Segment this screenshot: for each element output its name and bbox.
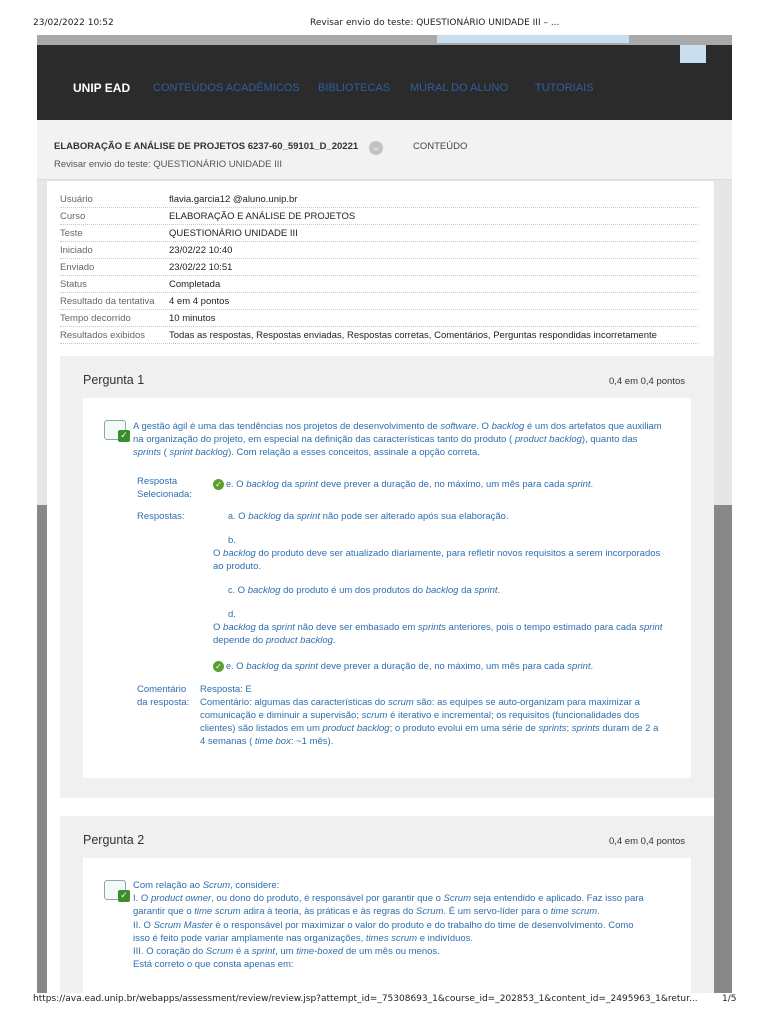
summary-label: Status	[60, 279, 87, 290]
summary-value: Todas as respostas, Respostas enviadas, Respostas corretas, Comentários, Perguntas respondidas incorretamente	[169, 330, 657, 341]
question-title: Pergunta 2	[83, 833, 145, 847]
review-content	[47, 181, 714, 993]
summary-value: 10 minutos	[169, 313, 216, 324]
summary-row	[60, 310, 698, 327]
page-title: Revisar envio do teste: QUESTIONÁRIO UNIDADE III	[54, 159, 283, 170]
graded-correct-icon: ✓	[104, 420, 130, 444]
summary-row	[60, 242, 698, 259]
summary-value: QUESTIONÁRIO UNIDADE III	[169, 228, 298, 239]
print-footer	[0, 994, 768, 1010]
answers-label: Respostas:	[137, 511, 185, 522]
summary-label: Resultado da tentativa	[60, 296, 155, 307]
side-shade-left	[37, 505, 47, 993]
answer-option-d-letter: d.	[228, 609, 236, 620]
answer-option-e: ✓ e. O backlog da sprint deve prever a duração de, no máximo, um mês para cada sprint.	[213, 660, 683, 673]
check-circle-icon: ✓	[213, 661, 224, 672]
summary-label: Iniciado	[60, 245, 93, 256]
answer-option-a: a. O backlog da sprint não pode ser alterado após sua elaboração.	[228, 511, 509, 522]
top-strip	[37, 35, 732, 45]
comment-label: Comentário da resposta:	[137, 684, 190, 708]
summary-label: Usuário	[60, 194, 93, 205]
answer-option-b: O backlog do produto deve ser atualizado diariamente, para refletir novos requisitos a serem incorporados ao produto.	[213, 548, 661, 572]
question-card	[83, 858, 691, 993]
summary-row	[60, 259, 698, 276]
side-shade-right	[714, 505, 732, 993]
selected-answer-label: Resposta Selecionada:	[137, 476, 192, 500]
summary-label: Enviado	[60, 262, 95, 273]
graded-correct-icon: ✓	[104, 880, 130, 904]
summary-row	[60, 225, 698, 242]
summary-value: Completada	[169, 279, 221, 290]
check-circle-icon: ✓	[213, 479, 224, 490]
summary-label: Teste	[60, 228, 83, 239]
question-2-panel	[60, 816, 714, 993]
question-score: 0,4 em 0,4 pontos	[608, 836, 685, 847]
top-strip-accent	[437, 35, 629, 43]
selected-answer: ✓ e. O backlog da sprint deve prever a duração de, no máximo, um mês para cada sprint.	[213, 478, 683, 491]
nav-item-tutoriais[interactable]: TUTORIAIS	[535, 82, 594, 94]
summary-row	[60, 293, 698, 310]
summary-label: Resultados exibidos	[60, 330, 146, 341]
answer-comment: Resposta: E Comentário: algumas das características do scrum são: as equipes se auto-organizam para maximizar a comunicação e diminuir a supervisão; scrum é iterativo e incremental; os requisitos (funcionalidades dos clientes) são listados em um product backlog; o produto evolui em uma série de sprints; sprints duram de 2 a 4 semanas ( time box: ~1 mês).	[200, 684, 659, 747]
attempt-summary-table	[60, 191, 698, 344]
summary-value: ELABORAÇÃO E ANÁLISE DE PROJETOS	[169, 211, 356, 222]
summary-row	[60, 208, 698, 225]
print-datetime: 23/02/2022 10:52	[33, 18, 114, 28]
question-text: Com relação ao Scrum, considere: I. O product owner, ou dono do produto, é responsável por garantir que o Scrum seja entendido e aplicado. Faz isso para garantir que o time scrum adira à teoria, às práticas e às regras do Scrum. É um servo-líder para o time scrum. II. O Scrum Master é o responsável por maximizar o valor do produto e do trabalho do time de desenvolvimento. Como isso é feito pode variar amplamente nas organizações, times scrum e indivíduos. III. O coração do Scrum é a sprint, um time-boxed de um mês ou menos. Está correto o que consta apenas em:	[133, 880, 644, 971]
question-text: A gestão ágil é uma das tendências nos projetos de desenvolvimento de software. O backlog é um dos artefatos que auxiliam na organização do projeto, em especial na definição das características tanto do produto ( product backlog), quanto das sprints ( sprint backlog). Com relação a esses conceitos, assinale a opção correta.	[133, 421, 662, 459]
question-text-prefix: Com relação ao	[133, 880, 201, 891]
nav-item-bibliotecas[interactable]: BIBLIOTECAS	[318, 82, 391, 94]
print-doc-title: Revisar envio do teste: QUESTIONÁRIO UNIDADE III – ...	[310, 18, 560, 28]
nav-item-mural[interactable]: MURAL DO ALUNO	[410, 82, 509, 94]
answer-option-d: O backlog da sprint não deve ser embasado em sprints anteriores, pois o tempo estimado para cada sprint depende do product backlog.	[213, 622, 663, 646]
summary-value: flavia.garcia12 @aluno.unip.br	[169, 194, 298, 205]
question-1-panel	[60, 356, 714, 798]
answer-option-c: c. O backlog do produto é um dos produtos do backlog da sprint.	[228, 585, 501, 596]
course-title-link[interactable]: ELABORAÇÃO E ANÁLISE DE PROJETOS 6237-60_59101_D_20221	[54, 141, 359, 152]
summary-label: Tempo decorrido	[60, 313, 131, 324]
print-header	[0, 0, 768, 34]
summary-value: 23/02/22 10:40	[169, 245, 233, 256]
answer-option-b-letter: b.	[228, 535, 236, 546]
summary-value: 23/02/22 10:51	[169, 262, 233, 273]
chevron-down-icon[interactable]: ⌄	[369, 141, 383, 155]
question-title: Pergunta 1	[83, 373, 145, 387]
brand-link[interactable]: UNIP EAD	[73, 81, 131, 95]
print-page-number: 1/5	[722, 994, 737, 1004]
breadcrumb-content-link[interactable]: CONTEÚDO	[413, 141, 468, 152]
summary-row	[60, 276, 698, 293]
print-url: https://ava.ead.unip.br/webapps/assessment/review/review.jsp?attempt_id=_75308693_1&course_id=_202853_1&content_id=_2495963_1&retur...	[33, 994, 698, 1004]
comment-answer: Resposta: E	[200, 684, 252, 695]
summary-value: 4 em 4 pontos	[169, 296, 230, 307]
browser-page	[37, 35, 732, 993]
summary-row	[60, 191, 698, 208]
summary-row	[60, 327, 698, 344]
summary-label: Curso	[60, 211, 86, 222]
breadcrumb	[37, 120, 732, 180]
nav-item-conteudos[interactable]: CONTEÚDOS ACADÊMICOS	[153, 82, 300, 94]
top-navigation	[37, 45, 732, 120]
question-card	[83, 398, 691, 778]
user-menu-button[interactable]	[680, 45, 706, 63]
question-score: 0,4 em 0,4 pontos	[608, 376, 685, 387]
